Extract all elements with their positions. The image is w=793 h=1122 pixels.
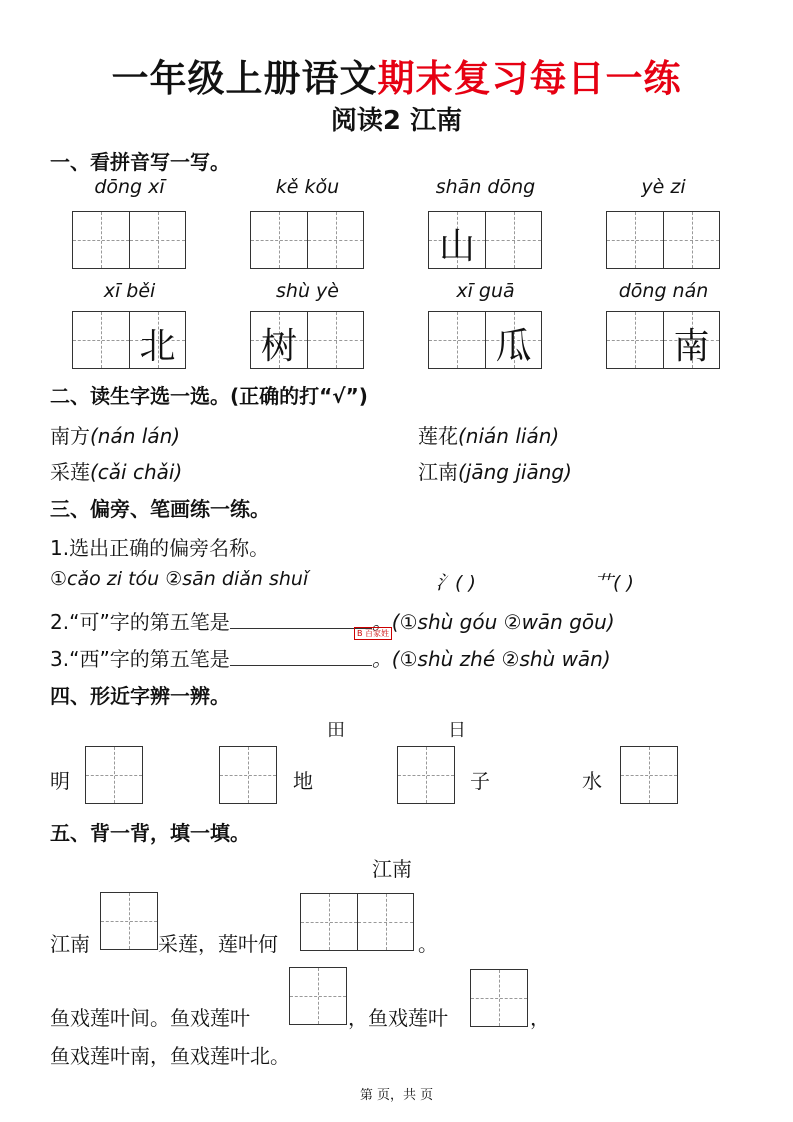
s2-word: 采莲 (50, 460, 90, 484)
s3-q1-radical-grass[interactable]: 艹( ) (594, 572, 634, 594)
s3-q1: 1.选出正确的偏旁名称。 (50, 536, 270, 560)
s2-row2-right (418, 456, 572, 485)
writing-cell[interactable] (607, 312, 663, 368)
title-red: 期末复习每日一练 (377, 57, 682, 100)
poem-line1-end: 。 (418, 932, 438, 956)
section-3-heading: 三、偏旁、笔画练一练。 (50, 497, 270, 521)
s4-box-1[interactable] (85, 746, 143, 804)
writing-grid[interactable] (72, 311, 186, 369)
pinyin-label: dōng nán (618, 280, 709, 302)
writing-cell[interactable] (301, 894, 357, 950)
given-character: 北 (139, 326, 176, 367)
given-character: 山 (438, 226, 475, 267)
pinyin-label: xī běi (103, 280, 156, 302)
writing-cell[interactable] (485, 212, 541, 268)
writing-grid[interactable] (606, 311, 720, 369)
page-footer: 第 页，共 页 (359, 1088, 434, 1103)
writing-cell[interactable] (86, 747, 142, 803)
pinyin-label: shān dōng (435, 176, 536, 198)
s4-box-3[interactable] (397, 746, 455, 804)
poem-line3: 鱼戏莲叶南，鱼戏莲叶北。 (50, 1044, 290, 1068)
section-4-heading: 四、形近字辨一辨。 (50, 684, 230, 708)
s3-q2-options: 。(①shù góu ②wān gōu) (371, 610, 615, 634)
s2-word: 莲花 (418, 424, 458, 448)
writing-cell[interactable] (357, 894, 413, 950)
s3-q3 (50, 643, 611, 672)
section-1-heading: 一、看拼音写一写。 (50, 150, 230, 174)
writing-cell[interactable] (251, 212, 307, 268)
s2-word: 江南 (418, 460, 458, 484)
writing-cell[interactable] (307, 312, 363, 368)
s2-row2-left (50, 456, 182, 485)
poem-title: 江南 (372, 857, 412, 881)
poem-line2-start: 鱼戏莲叶间。鱼戏莲叶 (50, 1006, 250, 1030)
section-2-heading: 二、读生字选一选。(正确的打“√”) (50, 384, 368, 408)
writing-cell[interactable] (251, 312, 307, 368)
poem-line2-end: ， (530, 1006, 550, 1030)
watermark-logo: B 百家姓 (354, 627, 392, 640)
s2-options[interactable]: (nán lán) (90, 424, 181, 448)
poem-line1-mid: 采莲，莲叶何 (158, 932, 278, 956)
pinyin-label: xī guā (456, 280, 515, 302)
s3-q3-text: 3.“西”字的第五笔是 (50, 647, 230, 671)
writing-cell[interactable] (398, 747, 454, 803)
page-title (0, 48, 793, 102)
s4-hint-ri: 日 (448, 720, 466, 741)
writing-cell[interactable] (290, 968, 346, 1024)
given-character: 瓜 (495, 326, 532, 367)
s3-q1-options: ①cǎo zi tóu ②sān diǎn shuǐ (50, 568, 309, 590)
pinyin-label: kě kǒu (275, 176, 340, 198)
page-subtitle: 阅读2 江南 (330, 106, 463, 136)
s3-q3-options: 。(①shù zhé ②shù wān) (371, 647, 611, 671)
poem-blank-1[interactable] (100, 892, 158, 950)
s4-box-2[interactable] (219, 746, 277, 804)
writing-grid[interactable] (72, 211, 186, 269)
s2-row1-left (50, 420, 180, 449)
s4-word-ming: 明 (50, 769, 70, 793)
writing-cell[interactable] (485, 312, 541, 368)
poem-blank-4[interactable] (470, 969, 528, 1027)
writing-cell[interactable] (73, 212, 129, 268)
writing-grid[interactable] (250, 311, 364, 369)
s4-word-zi: 子 (470, 769, 490, 793)
s2-options[interactable]: (nián lián) (458, 424, 560, 448)
s4-word-shui: 水 (582, 769, 602, 793)
s2-row1-right (418, 420, 559, 449)
writing-grid[interactable] (250, 211, 364, 269)
poem-line2-mid: ，鱼戏莲叶 (348, 1006, 448, 1030)
writing-cell[interactable] (129, 212, 185, 268)
writing-cell[interactable] (73, 312, 129, 368)
writing-grid[interactable] (606, 211, 720, 269)
writing-cell[interactable] (663, 212, 719, 268)
pinyin-label: dōng xī (94, 176, 165, 198)
s3-q3-answer-blank[interactable] (230, 645, 372, 666)
section-5-heading: 五、背一背，填一填。 (50, 821, 250, 845)
pinyin-label: yè zi (641, 176, 686, 198)
writing-cell[interactable] (429, 312, 485, 368)
title-black: 一年级上册语文 (111, 57, 378, 100)
pinyin-label: shù yè (276, 280, 339, 302)
s2-options[interactable]: (jāng jiāng) (458, 460, 572, 484)
writing-cell[interactable] (607, 212, 663, 268)
given-character: 树 (260, 326, 297, 367)
s2-options[interactable]: (cǎi chǎi) (90, 460, 183, 484)
writing-cell[interactable] (220, 747, 276, 803)
poem-line1-start: 江南 (50, 932, 90, 956)
writing-cell[interactable] (101, 893, 157, 949)
poem-blank-2[interactable] (300, 893, 414, 951)
writing-cell[interactable] (663, 312, 719, 368)
s3-q2 (50, 606, 615, 635)
s3-q2-answer-blank[interactable] (230, 608, 372, 629)
writing-cell[interactable] (429, 212, 485, 268)
s4-box-4[interactable] (620, 746, 678, 804)
given-character: 南 (673, 326, 710, 367)
writing-cell[interactable] (471, 970, 527, 1026)
s4-word-di: 地 (293, 769, 313, 793)
s3-q1-radical-water[interactable]: 氵( ) (436, 572, 476, 594)
writing-cell[interactable] (129, 312, 185, 368)
writing-grid[interactable] (428, 311, 542, 369)
s2-word: 南方 (50, 424, 90, 448)
poem-blank-3[interactable] (289, 967, 347, 1025)
writing-cell[interactable] (307, 212, 363, 268)
s3-q2-text: 2.“可”字的第五笔是 (50, 610, 230, 634)
writing-cell[interactable] (621, 747, 677, 803)
s4-hint-tian: 田 (327, 720, 345, 741)
writing-grid[interactable] (428, 211, 542, 269)
